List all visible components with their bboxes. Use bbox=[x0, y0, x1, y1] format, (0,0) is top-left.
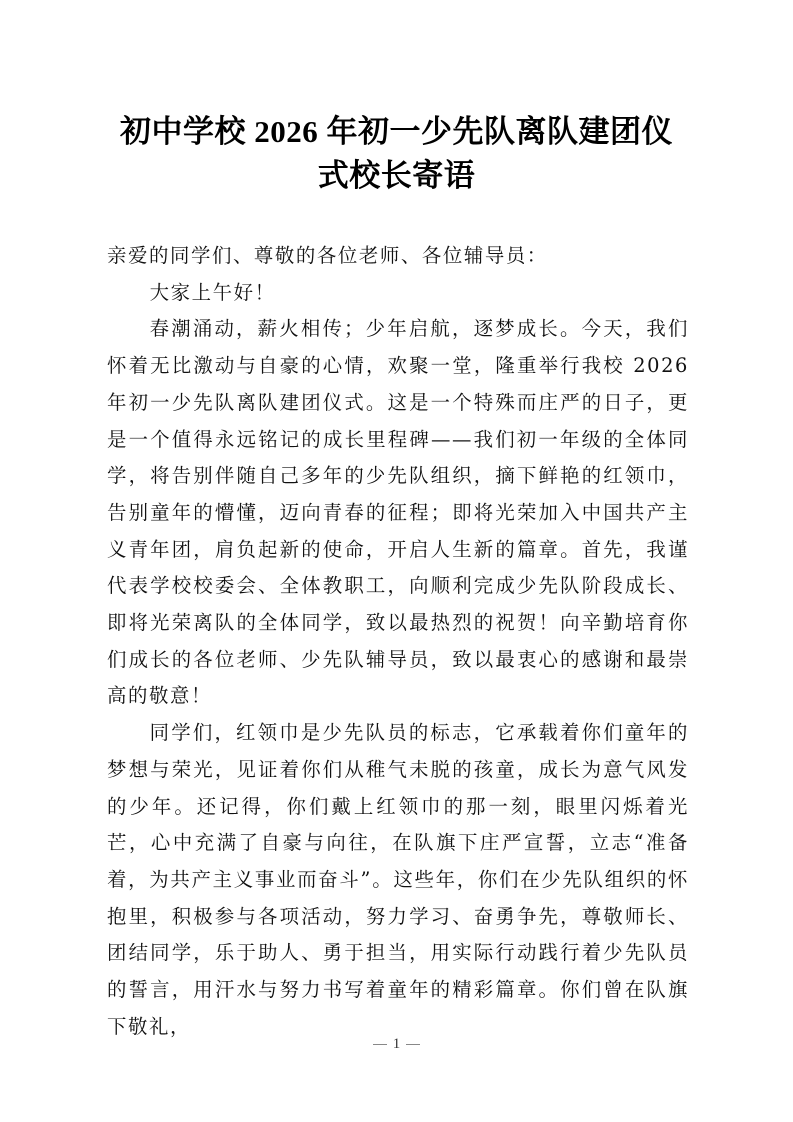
body-paragraph: 同学们，红领巾是少先队员的标志，它承载着你们童年的梦想与荣光，见证着你们从稚气未脱的孩童，成长为意气风发的少年。还记得，你们戴上红领巾的那一刻，眼里闪烁着光芒，心中充满了自豪与向往，在队旗下庄严宣誓，立志“准备着，为共产主义事业而奋斗”。这些年，你们在少先队组织的怀抱里，积极参与各项活动，努力学习、奋勇争先，尊敬师长、团结同学，乐于助人、勇于担当，用实际行动践行着少先队员的誓言，用汗水与努力书写着童年的精彩篇章。你们曾在队旗下敬礼， bbox=[107, 721, 689, 1038]
document-title bbox=[100, 110, 693, 198]
page-number bbox=[0, 1036, 793, 1053]
dash-right-icon bbox=[406, 1044, 420, 1045]
title-line-2: 式校长寄语 bbox=[317, 158, 476, 193]
dash-left-icon bbox=[373, 1044, 387, 1045]
body-paragraph: 春潮涌动，薪火相传；少年启航，逐梦成长。今天，我们怀着无比激动与自豪的心情，欢聚一堂，隆重举行我校 2026 年初一少先队离队建团仪式。这是一个特殊而庄严的日子，更是一个值得永远铭记的成长里程碑——我们初一年级的全体同学，将告别伴随自己多年的少先队组织，摘下鲜艳的红领巾，告别童年的懵懂，迈向青春的征程；即将光荣加入中国共产主义青年团，肩负起新的使命，开启人生新的篇章。首先，我谨代表学校校委会、全体教职工，向顺利完成少先队阶段成长、即将光荣离队的全体同学，致以最热烈的祝贺！向辛勤培育你们成长的各位老师、少先队辅导员，致以最衷心的感谢和最崇高的敬意！ bbox=[107, 317, 689, 708]
title-line-1: 初中学校 2026 年初一少先队离队建团仪 bbox=[120, 114, 673, 149]
document-body bbox=[107, 238, 689, 1045]
salutation: 亲爱的同学们、尊敬的各位老师、各位辅导员： bbox=[107, 244, 548, 267]
page-number-value: 1 bbox=[392, 1036, 401, 1052]
greeting-paragraph: 大家上午好！ bbox=[149, 280, 276, 304]
